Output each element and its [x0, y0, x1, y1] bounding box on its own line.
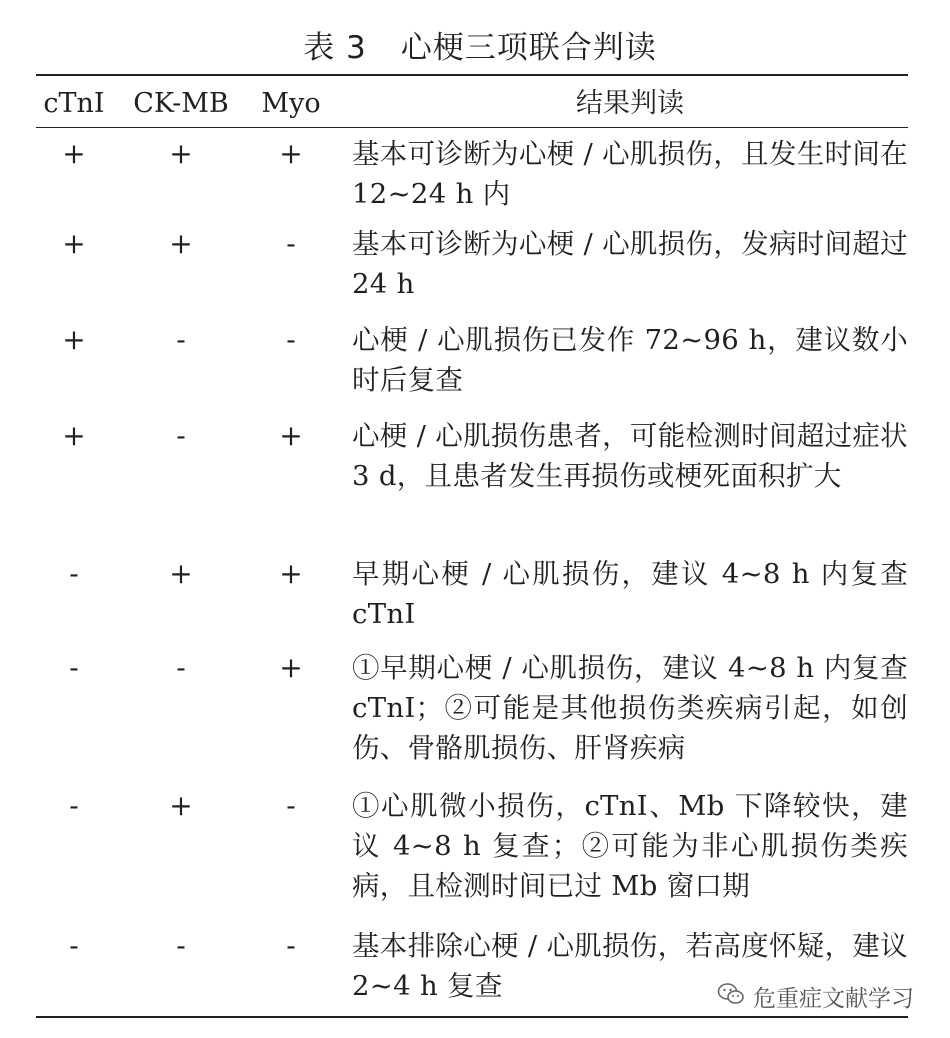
result-cell: ①早期心梗 / 心肌损伤，建议 4~8 h 内复查 cTnI；②可能是其他损伤类疾病引起，如创伤、骨骼肌损伤、肝肾疾病 [352, 652, 908, 764]
result-cell: 基本可诊断为心梗 / 心肌损伤，发病时间超过 24 h [352, 228, 908, 300]
myo-cell: + [279, 137, 303, 170]
ckmb-cell: + [169, 137, 193, 170]
header-ckmb: CK-MB [133, 88, 229, 119]
ckmb-cell: - [176, 419, 186, 452]
bottom-rule [36, 1016, 908, 1018]
ckmb-cell: + [169, 557, 193, 590]
header-result: 结果判读 [576, 88, 684, 119]
header-rule [36, 127, 908, 128]
ckmb-cell: + [169, 227, 193, 260]
ctni-cell: + [62, 137, 86, 170]
result-cell: 基本可诊断为心梗 / 心肌损伤，且发生时间在 12~24 h 内 [352, 138, 908, 210]
header-myo: Myo [261, 88, 321, 119]
ckmb-cell: - [176, 323, 186, 356]
ctni-cell: - [69, 557, 79, 590]
ckmb-cell: + [169, 789, 193, 822]
ctni-cell: - [69, 651, 79, 684]
table-label: 表 3 [303, 30, 367, 66]
result-cell: 心梗 / 心肌损伤患者，可能检测时间超过症状 3 d，且患者发生再损伤或梗死面积扩大 [352, 420, 908, 492]
myo-cell: - [286, 227, 296, 260]
ctni-cell: + [62, 227, 86, 260]
ckmb-cell: - [176, 651, 186, 684]
result-cell: ①心肌微小损伤，cTnI、Mb 下降较快，建议 4~8 h 复查；②可能为非心肌损伤类疾病，且检测时间已过 Mb 窗口期 [352, 790, 908, 902]
watermark-text: 危重症文献学习 [753, 986, 914, 1012]
ctni-cell: + [62, 419, 86, 452]
watermark [713, 980, 918, 1013]
ctni-cell: - [69, 789, 79, 822]
myo-cell: + [279, 651, 303, 684]
myo-cell: + [279, 557, 303, 590]
wechat-icon [717, 982, 745, 1012]
result-cell: 基本排除心梗 / 心肌损伤，若高度怀疑，建议 2~4 h 复查 [352, 930, 908, 1002]
myo-cell: + [279, 419, 303, 452]
myo-cell: - [286, 929, 296, 962]
header-ctni: cTnI [43, 88, 105, 119]
ctni-cell: + [62, 323, 86, 356]
ckmb-cell: - [176, 929, 186, 962]
table-title [0, 22, 950, 67]
top-rule [36, 74, 908, 76]
myo-cell: - [286, 789, 296, 822]
result-cell: 心梗 / 心肌损伤已发作 72~96 h，建议数小时后复查 [352, 324, 908, 396]
myo-cell: - [286, 323, 296, 356]
table-caption: 心梗三项联合判读 [400, 30, 657, 66]
ctni-cell: - [69, 929, 79, 962]
result-cell: 早期心梗 / 心肌损伤，建议 4~8 h 内复查 cTnI [352, 558, 908, 630]
